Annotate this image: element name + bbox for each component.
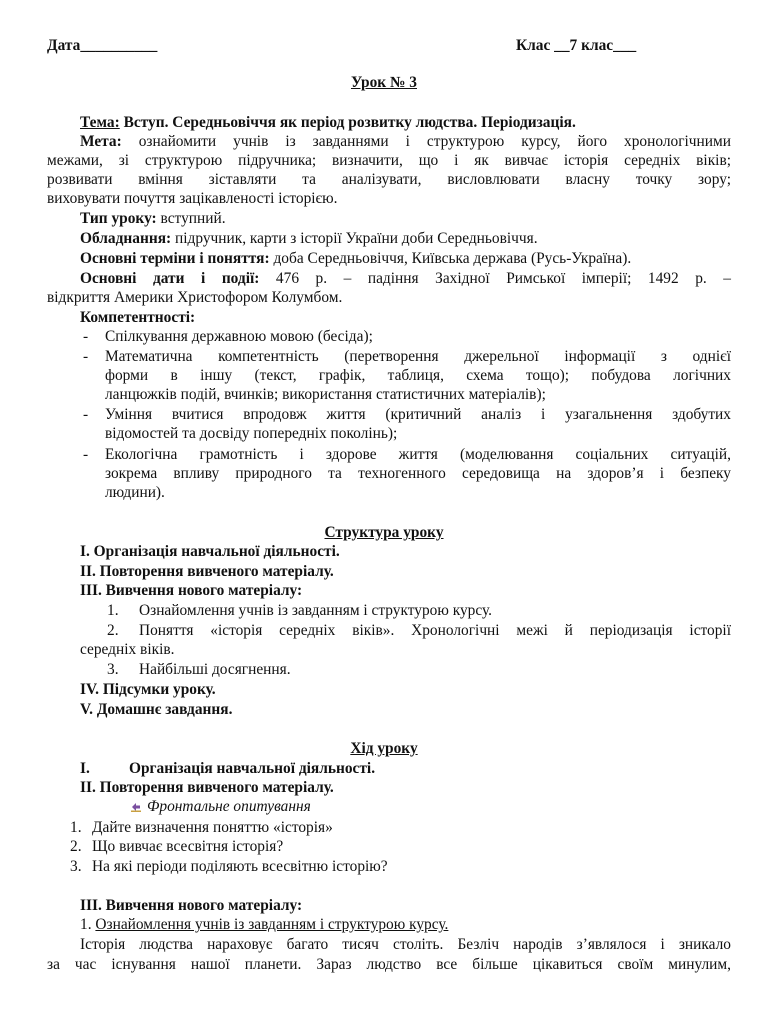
question-2: Що вивчає всесвітня історія? xyxy=(92,838,284,855)
course-section-3: III. Вивчення нового матеріалу: xyxy=(80,897,303,914)
course-sub-num: 1. xyxy=(80,916,92,933)
course-sub-text: Ознайомлення учнів із завданням і структурою курсу. xyxy=(95,916,449,933)
question-2-num: 2. xyxy=(70,838,82,855)
question-1-num: 1. xyxy=(70,819,82,836)
course-section-1: Організація навчальної діяльності. xyxy=(129,760,376,777)
competence-item-3-line-2: відомостей та досвіду попередніх поколінь); xyxy=(105,425,398,442)
lesson-type-line xyxy=(80,209,226,228)
competence-dash: - xyxy=(83,406,89,423)
competences-label: Компетентності: xyxy=(80,309,196,326)
competence-item-2-line-1: Математична компетентність (перетворення джерельної інформації з однієї xyxy=(105,348,731,365)
competence-item-3-line-1: Уміння вчитися впродовж життя (критичний аналіз і узагальнення здобутих xyxy=(105,406,731,423)
dates-line-2: відкриття Америки Христофором Колумбом. xyxy=(47,289,343,306)
goal-text-1: ознайомити учнів із завданнями і структурою курсу, його хронологічними xyxy=(121,133,731,150)
question-1: Дайте визначення поняттю «історія» xyxy=(92,819,333,836)
structure-sub-2-line-2: середніх віків. xyxy=(80,641,175,658)
paragraph-line-2: за час існування нашої планети. Зараз людство все більше цікавиться своїм минулим, xyxy=(47,956,731,973)
goal-line-1 xyxy=(80,132,731,151)
terms-line xyxy=(80,249,631,268)
competence-item-4-line-1: Екологічна грамотність і здорове життя (моделювання соціальних ситуацій, xyxy=(105,446,731,463)
structure-section-2: II. Повторення вивченого матеріалу. xyxy=(80,563,334,580)
structure-section-1: I. Організація навчальної діяльності. xyxy=(80,543,340,560)
structure-sub-2-line-1: Поняття «історія середніх віків». Хронологічні межі й періодизація історії xyxy=(139,622,731,639)
terms-text: доба Середньовіччя, Київська держава (Русь-Україна). xyxy=(269,250,632,267)
structure-section-3: III. Вивчення нового матеріалу: xyxy=(80,582,303,599)
class-label: Клас __7 клас___ xyxy=(516,37,637,54)
course-title: Хід уроку xyxy=(350,740,418,757)
competence-item-4-line-3: людини). xyxy=(105,484,165,501)
structure-sub-3: Найбільші досягнення. xyxy=(139,661,291,678)
course-section-3-sub xyxy=(80,915,448,934)
frontal-survey-text: Фронтальне опитування xyxy=(147,798,311,815)
lesson-type-label: Тип уроку: xyxy=(80,210,157,227)
question-3: На які періоди поділяють всесвітню історію? xyxy=(92,858,388,875)
goal-line-3: розвивати вміння зіставляти та аналізувати, висловлювати власну точку зору; xyxy=(47,171,731,188)
question-3-num: 3. xyxy=(70,858,82,875)
competence-item-2-line-3: ланцюжків подій, вчинків; використання статистичних матеріалів); xyxy=(105,386,546,403)
bullet-arrow-icon xyxy=(131,802,141,812)
structure-sub-1-num: 1. xyxy=(107,602,119,619)
structure-title: Структура уроку xyxy=(324,524,444,541)
topic-line xyxy=(80,113,576,132)
dates-label: Основні дати і події: xyxy=(80,270,260,287)
competence-dash: - xyxy=(83,348,89,365)
frontal-survey-line xyxy=(131,797,311,816)
structure-sub-2-num: 2. xyxy=(107,622,119,639)
goal-line-4: виховувати почуття зацікавленості історією. xyxy=(47,190,338,207)
dates-text-1: 476 р. – падіння Західної Римської імперії; 1492 р. – xyxy=(259,270,731,287)
competence-item-1: Спілкування державною мовою (бесіда); xyxy=(105,328,373,345)
structure-section-4: IV. Підсумки уроку. xyxy=(80,681,216,698)
terms-label: Основні терміни і поняття: xyxy=(80,250,270,267)
competence-item-4-line-2: зокрема впливу природного та техногенного середовища на здоров’я і безпеку xyxy=(105,465,731,482)
competence-dash: - xyxy=(83,328,89,345)
equipment-line xyxy=(80,229,538,248)
paragraph-line-1: Історія людства нараховує багато тисяч століть. Безліч народів з’являлося і зникало xyxy=(80,936,731,953)
date-label: Дата__________ xyxy=(47,37,158,54)
structure-section-5: V. Домашнє завдання. xyxy=(80,701,233,718)
equipment-text: підручник, карти з історії України доби Середньовіччя. xyxy=(171,230,538,247)
structure-sub-1: Ознайомлення учнів із завданням і структурою курсу. xyxy=(139,602,492,619)
structure-sub-3-num: 3. xyxy=(107,661,119,678)
goal-label: Мета: xyxy=(80,133,122,150)
goal-line-2: межами, зі структурою підручника; визначити, що і як вивчає історія середніх віків; xyxy=(47,152,731,169)
course-section-2: II. Повторення вивченого матеріалу. xyxy=(80,779,334,796)
competence-dash: - xyxy=(83,446,89,463)
equipment-label: Обладнання: xyxy=(80,230,172,247)
lesson-title: Урок № 3 xyxy=(350,74,417,91)
topic-text: Вступ. Середньовіччя як період розвитку людства. Періодизація. xyxy=(123,114,576,131)
competence-item-2-line-2: форми в іншу (текст, графік, таблиця, схема тощо); побудова логічних xyxy=(105,367,731,384)
topic-label: Тема: xyxy=(80,114,120,131)
dates-line-1 xyxy=(80,269,731,288)
lesson-type-text: вступний. xyxy=(156,210,226,227)
course-section-1-num: I. xyxy=(80,760,90,777)
